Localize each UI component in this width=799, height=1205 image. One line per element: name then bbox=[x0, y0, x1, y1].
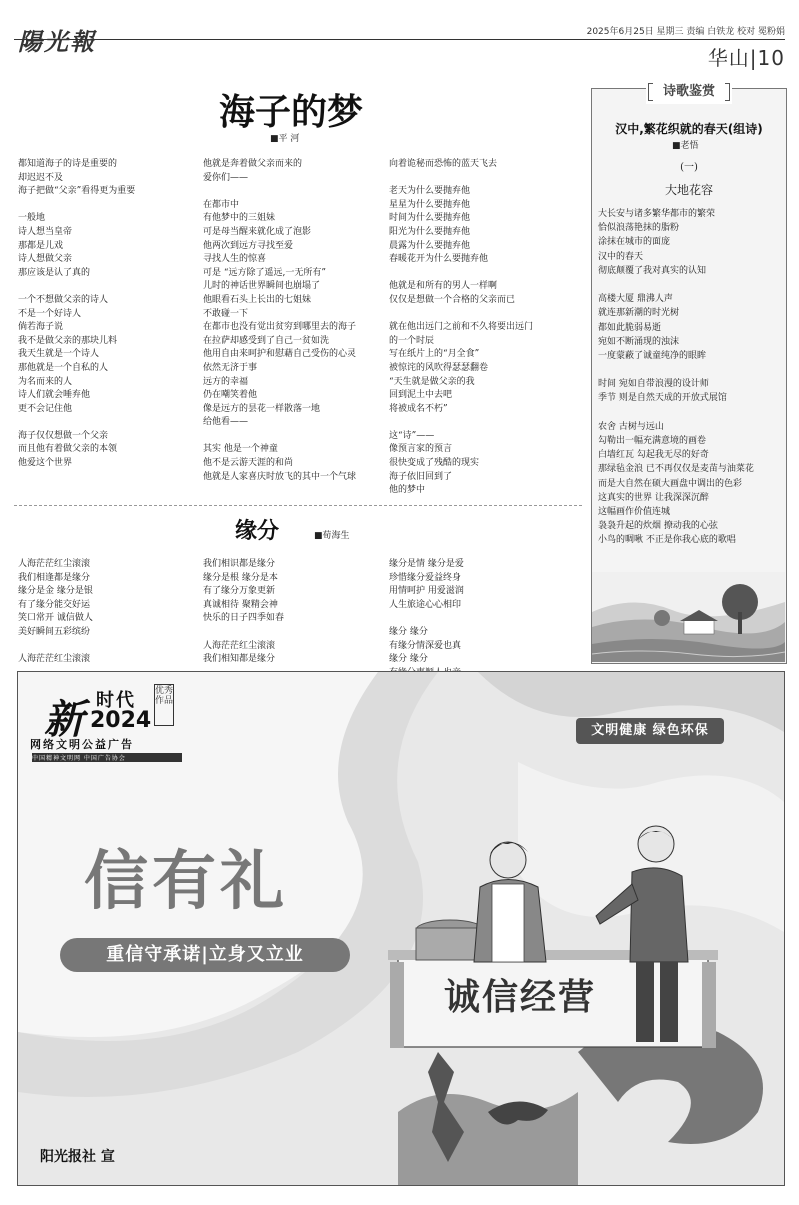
poem-line: 晨露为什么要抛弃他 bbox=[389, 240, 471, 251]
poem-line: 就在他出远门之前和不久将要出远门 bbox=[389, 322, 534, 333]
poem-line: 诗人想做父亲 bbox=[18, 254, 73, 265]
poem-line: 在都市也没有觉出贫穷到哪里去的海子 bbox=[203, 322, 357, 333]
poem-line: 像是远方的昙花一样散落一地 bbox=[203, 403, 321, 414]
article1-column-1 bbox=[18, 158, 135, 471]
poem-line: 勾勒出一幅充满意境的画卷 bbox=[598, 436, 707, 446]
poem-line: 我不是做父亲的那块儿料 bbox=[18, 335, 118, 346]
stanza-break bbox=[389, 308, 533, 322]
poem-line: 不是一个好诗人 bbox=[18, 308, 82, 319]
poem-line: 小鸟的啁啾 不正是你我心底的歌唱 bbox=[598, 535, 736, 546]
poem-line: 儿时的神话世界瞬间也崩塌了 bbox=[203, 281, 321, 292]
poem-line: 海子依旧回到了 bbox=[389, 471, 453, 482]
poem-line: 星星为什么要抛弃他 bbox=[389, 199, 471, 210]
poem-line: 将被成名不朽” bbox=[389, 403, 448, 414]
ad-slogan-badge: 文明健康 绿色环保 bbox=[576, 718, 724, 744]
poem-line: 这“诗”—— bbox=[389, 430, 435, 441]
poem-line: 那他就是一个自私的人 bbox=[18, 362, 109, 373]
article-author-yuanfen: ■荀海生 bbox=[314, 531, 350, 541]
poem-line: 爱你们—— bbox=[203, 172, 249, 183]
ad-logo-year: 2024 bbox=[90, 708, 152, 733]
section-divider bbox=[14, 505, 582, 506]
poem-line: 可是 “远方除了遥远,一无所有” bbox=[203, 267, 326, 278]
date-line: 2025年6月25日 星期三 责编 白铁龙 校对 冕粉娟 bbox=[586, 27, 785, 37]
poem-line: 人海茫茫红尘滚滚 bbox=[18, 654, 91, 665]
poem-line: 恰似浪荡艳抹的脂粉 bbox=[598, 223, 680, 234]
poem-line: 远方的幸福 bbox=[203, 376, 249, 387]
poem-line: 有他梦中的三姐妹 bbox=[203, 213, 276, 224]
masthead-logo: 陽光報 bbox=[18, 27, 96, 56]
poem-line: 像预言家的预言 bbox=[389, 444, 453, 455]
ad-logo-era: 时代 bbox=[96, 690, 136, 711]
ad-logo-seal: 优秀作品 bbox=[154, 684, 174, 726]
poem-line: 涂抹在城市的面庞 bbox=[598, 237, 671, 248]
page-label: 华山|10 bbox=[707, 46, 785, 70]
poem-line: 他用自由来呵护和慰藉自己受伤的心灵 bbox=[203, 349, 357, 360]
poem-line: 用情呵护 用爱滋润 bbox=[389, 586, 464, 597]
poem-line: 他就是人家喜庆时放飞的其中一个气球 bbox=[203, 471, 357, 482]
poem-line: 的一个时辰 bbox=[389, 335, 435, 346]
poem-line: 倘若海子说 bbox=[18, 322, 64, 333]
stanza-break bbox=[18, 640, 93, 654]
poem-line: 在都市中 bbox=[203, 199, 240, 210]
poem-line: 其实 他是一个神童 bbox=[203, 444, 278, 455]
poem-line: 却迟迟不及 bbox=[18, 172, 64, 183]
poem-line: 我们相知都是缘分 bbox=[203, 654, 276, 665]
stanza-break bbox=[18, 280, 135, 294]
poem-line: 宛如不断涌现的浊沫 bbox=[598, 336, 680, 347]
article2-column-2 bbox=[203, 558, 284, 667]
article-title-haizi: 海子的梦 bbox=[218, 92, 363, 133]
poem-line: 写在纸片上的“月全食” bbox=[389, 349, 480, 360]
poem-line: 在拉萨却感受到了自己一贫如洗 bbox=[203, 335, 330, 346]
poem-line: 美好瞬间五彩缤纷 bbox=[18, 626, 91, 637]
stanza-break bbox=[389, 267, 533, 281]
poem-line: 给他看—— bbox=[203, 417, 249, 428]
poem-line: 真诚相待 聚精会神 bbox=[203, 599, 278, 610]
poem-line: 时间为什么要抛弃他 bbox=[389, 213, 471, 224]
poem-line: 他眼看石头上长出的七姐妹 bbox=[203, 294, 312, 305]
stanza-break bbox=[389, 172, 533, 186]
article1-column-3 bbox=[389, 158, 533, 498]
poem-line: 高楼大厦 鼎沸人声 bbox=[598, 294, 673, 305]
poem-line: 他爱这个世界 bbox=[18, 458, 73, 469]
poem-line: 仅仅是想做一个合格的父亲而已 bbox=[389, 294, 516, 305]
bracket-right-icon bbox=[725, 83, 730, 101]
poem-line: 他的梦中 bbox=[389, 485, 426, 496]
poem-line: 为名而来的人 bbox=[18, 376, 73, 387]
stanza-break bbox=[18, 199, 135, 213]
poem-line: 他就是奔着做父亲而来的 bbox=[203, 159, 303, 169]
poem-line: 我们相识都是缘分 bbox=[203, 559, 276, 569]
public-service-ad bbox=[17, 671, 785, 1186]
poem-line: 我们相逢都是缘分 bbox=[18, 572, 91, 583]
stanza-break bbox=[203, 430, 356, 444]
poetry-author: ■老悟 bbox=[672, 141, 699, 151]
article1-column-2 bbox=[203, 158, 356, 484]
poem-line: 快乐的日子四季如春 bbox=[203, 613, 285, 624]
article2-column-1 bbox=[18, 558, 93, 667]
poem-line: 老天为什么要抛弃他 bbox=[389, 186, 471, 197]
poetry-number: (一) bbox=[680, 162, 698, 173]
poem-line: 回到泥土中去吧 bbox=[389, 390, 453, 401]
poem-line: 笑口常开 诚信做人 bbox=[18, 613, 93, 624]
poem-line: 海子仅仅想做一个父亲 bbox=[18, 430, 109, 441]
poem-line: 一度蒙蔽了诚童纯净的眼眸 bbox=[598, 350, 707, 361]
poem-line: 阳光为什么要抛弃他 bbox=[389, 226, 471, 237]
poem-line: 诗人想当皇帝 bbox=[18, 226, 73, 237]
top-rule bbox=[14, 39, 785, 40]
poem-line: 缘分是金 缘分是银 bbox=[18, 586, 93, 597]
stanza-break bbox=[389, 416, 533, 430]
poem-line: 不敢碰一下 bbox=[203, 308, 249, 319]
poem-line: 这真实的世界 让我深深沉醉 bbox=[598, 492, 709, 503]
ad-headline: 信有礼 bbox=[84, 845, 288, 919]
poem-line: 有缘分情深爱也真 bbox=[389, 640, 462, 651]
stanza-break bbox=[598, 278, 754, 292]
poem-line: 时间 宛如自带浪漫的设计师 bbox=[598, 379, 709, 390]
poem-line: 很快变成了残酷的现实 bbox=[389, 458, 480, 469]
poem-line: 都知道海子的诗是重要的 bbox=[18, 159, 118, 169]
poem-line: 缘分是情 缘分是爱 bbox=[389, 559, 464, 569]
poem-line: 季节 则是自然天成的开放式展馆 bbox=[598, 393, 727, 404]
poem-line: 可是母当醒来就化成了泡影 bbox=[203, 226, 312, 237]
poem-line: 缘分 缘分 bbox=[389, 626, 428, 637]
poem-line: 珍惜缘分爱益终身 bbox=[389, 572, 462, 583]
poem-line: 白墙红瓦 勾起我无尽的好奇 bbox=[598, 450, 709, 461]
ad-publisher: 阳光报社 宣 bbox=[40, 1149, 115, 1165]
poem-line: 诗人们就会唾弃他 bbox=[18, 390, 91, 401]
poem-line: 彻底颠覆了我对真实的认知 bbox=[598, 265, 707, 276]
poem-line: 寻找人生的惊喜 bbox=[203, 254, 267, 265]
poem-line: 他就是和所有的男人一样啊 bbox=[389, 281, 498, 292]
stanza-break bbox=[18, 416, 135, 430]
poem-line: 农舍 古树与远山 bbox=[598, 421, 664, 432]
poem-line: 人生旅途心心相印 bbox=[389, 599, 462, 610]
article-author-haizi: ■平 河 bbox=[270, 134, 300, 144]
poem-line: 他两次到远方寻找至爱 bbox=[203, 240, 294, 251]
poem-line: 汉中的春天 bbox=[598, 251, 644, 262]
poem-line: 向着诡秘而恐怖的蓝天飞去 bbox=[389, 159, 498, 169]
ad-stall-banner: 诚信经营 bbox=[443, 976, 596, 1018]
ad-subhead-pill: 重信守承诺|立身又立业 bbox=[60, 938, 350, 972]
poetry-section-head bbox=[646, 80, 732, 104]
poem-line: 都如此脆弱易逝 bbox=[598, 322, 662, 333]
poem-line: 缘分 缘分 bbox=[389, 654, 428, 665]
poem-line: 袅袅升起的炊烟 撩动我的心弦 bbox=[598, 521, 718, 532]
ad-logo-char: 新 bbox=[44, 696, 84, 743]
poem-line: 那应该是认了真的 bbox=[18, 267, 91, 278]
stanza-break bbox=[598, 363, 754, 377]
poem-line: 春暖花开为什么要抛弃他 bbox=[389, 254, 489, 265]
stanza-break bbox=[389, 612, 464, 626]
poem-line: 一个不想做父亲的诗人 bbox=[18, 294, 109, 305]
poem-line: 大长安与诸多繁华都市的繁荣 bbox=[598, 209, 716, 219]
poem-line: 人海茫茫红尘滚滚 bbox=[203, 640, 276, 651]
poem-line: 海子把做“父亲”看得更为重要 bbox=[18, 186, 136, 197]
poem-line: 那都是儿戏 bbox=[18, 240, 64, 251]
poem-line: “天生就是做父亲的我 bbox=[389, 376, 475, 387]
poetry-title: 汉中,繁花织就的春天(组诗) bbox=[615, 122, 763, 136]
poem-line: 缘分是根 缘分是本 bbox=[203, 572, 278, 583]
stanza-break bbox=[203, 626, 284, 640]
poetry-subtitle: 大地花容 bbox=[664, 183, 713, 197]
stanza-break bbox=[598, 406, 754, 420]
poem-line: 那绿毡金浪 已不再仅仅是麦苗与油菜花 bbox=[598, 464, 754, 475]
poem-line: 有了缘分万象更新 bbox=[203, 586, 276, 597]
poetry-lines bbox=[598, 207, 754, 548]
poem-line: 而且他有着做父亲的本领 bbox=[18, 444, 118, 455]
poem-line: 有了缘分能交好运 bbox=[18, 599, 91, 610]
ad-logo-organizers: 中国精神文明网 中国广告协会 bbox=[32, 753, 182, 762]
poem-line: 被惊诧的风吹得瑟瑟翻卷 bbox=[389, 362, 489, 373]
landscape-illustration bbox=[592, 572, 785, 662]
poem-line: 仍在嘲笑着他 bbox=[203, 390, 258, 401]
poem-line: 更不会记住他 bbox=[18, 403, 73, 414]
poem-line: 而是大自然在硕大画盘中调出的色彩 bbox=[598, 478, 743, 489]
poem-line: 就连那新潮的时光树 bbox=[598, 308, 680, 319]
poem-line: 一般地 bbox=[18, 213, 46, 224]
poem-line: 依然无济于事 bbox=[203, 362, 258, 373]
stanza-break bbox=[203, 185, 356, 199]
poem-line: 人海茫茫红尘滚滚 bbox=[18, 559, 91, 569]
poem-line: 他不是云游天涯的和尚 bbox=[203, 458, 294, 469]
ad-logo-caption: 网络文明公益广告 bbox=[30, 738, 134, 751]
article-title-yuanfen: 缘分 bbox=[235, 519, 280, 544]
poem-line: 这幅画作价值连城 bbox=[598, 506, 671, 517]
poem-line: 我天生就是一个诗人 bbox=[18, 349, 100, 360]
bracket-left-icon bbox=[648, 83, 653, 101]
poetry-section-label: 诗歌鉴赏 bbox=[662, 84, 715, 99]
article2-column-3 bbox=[389, 558, 464, 680]
